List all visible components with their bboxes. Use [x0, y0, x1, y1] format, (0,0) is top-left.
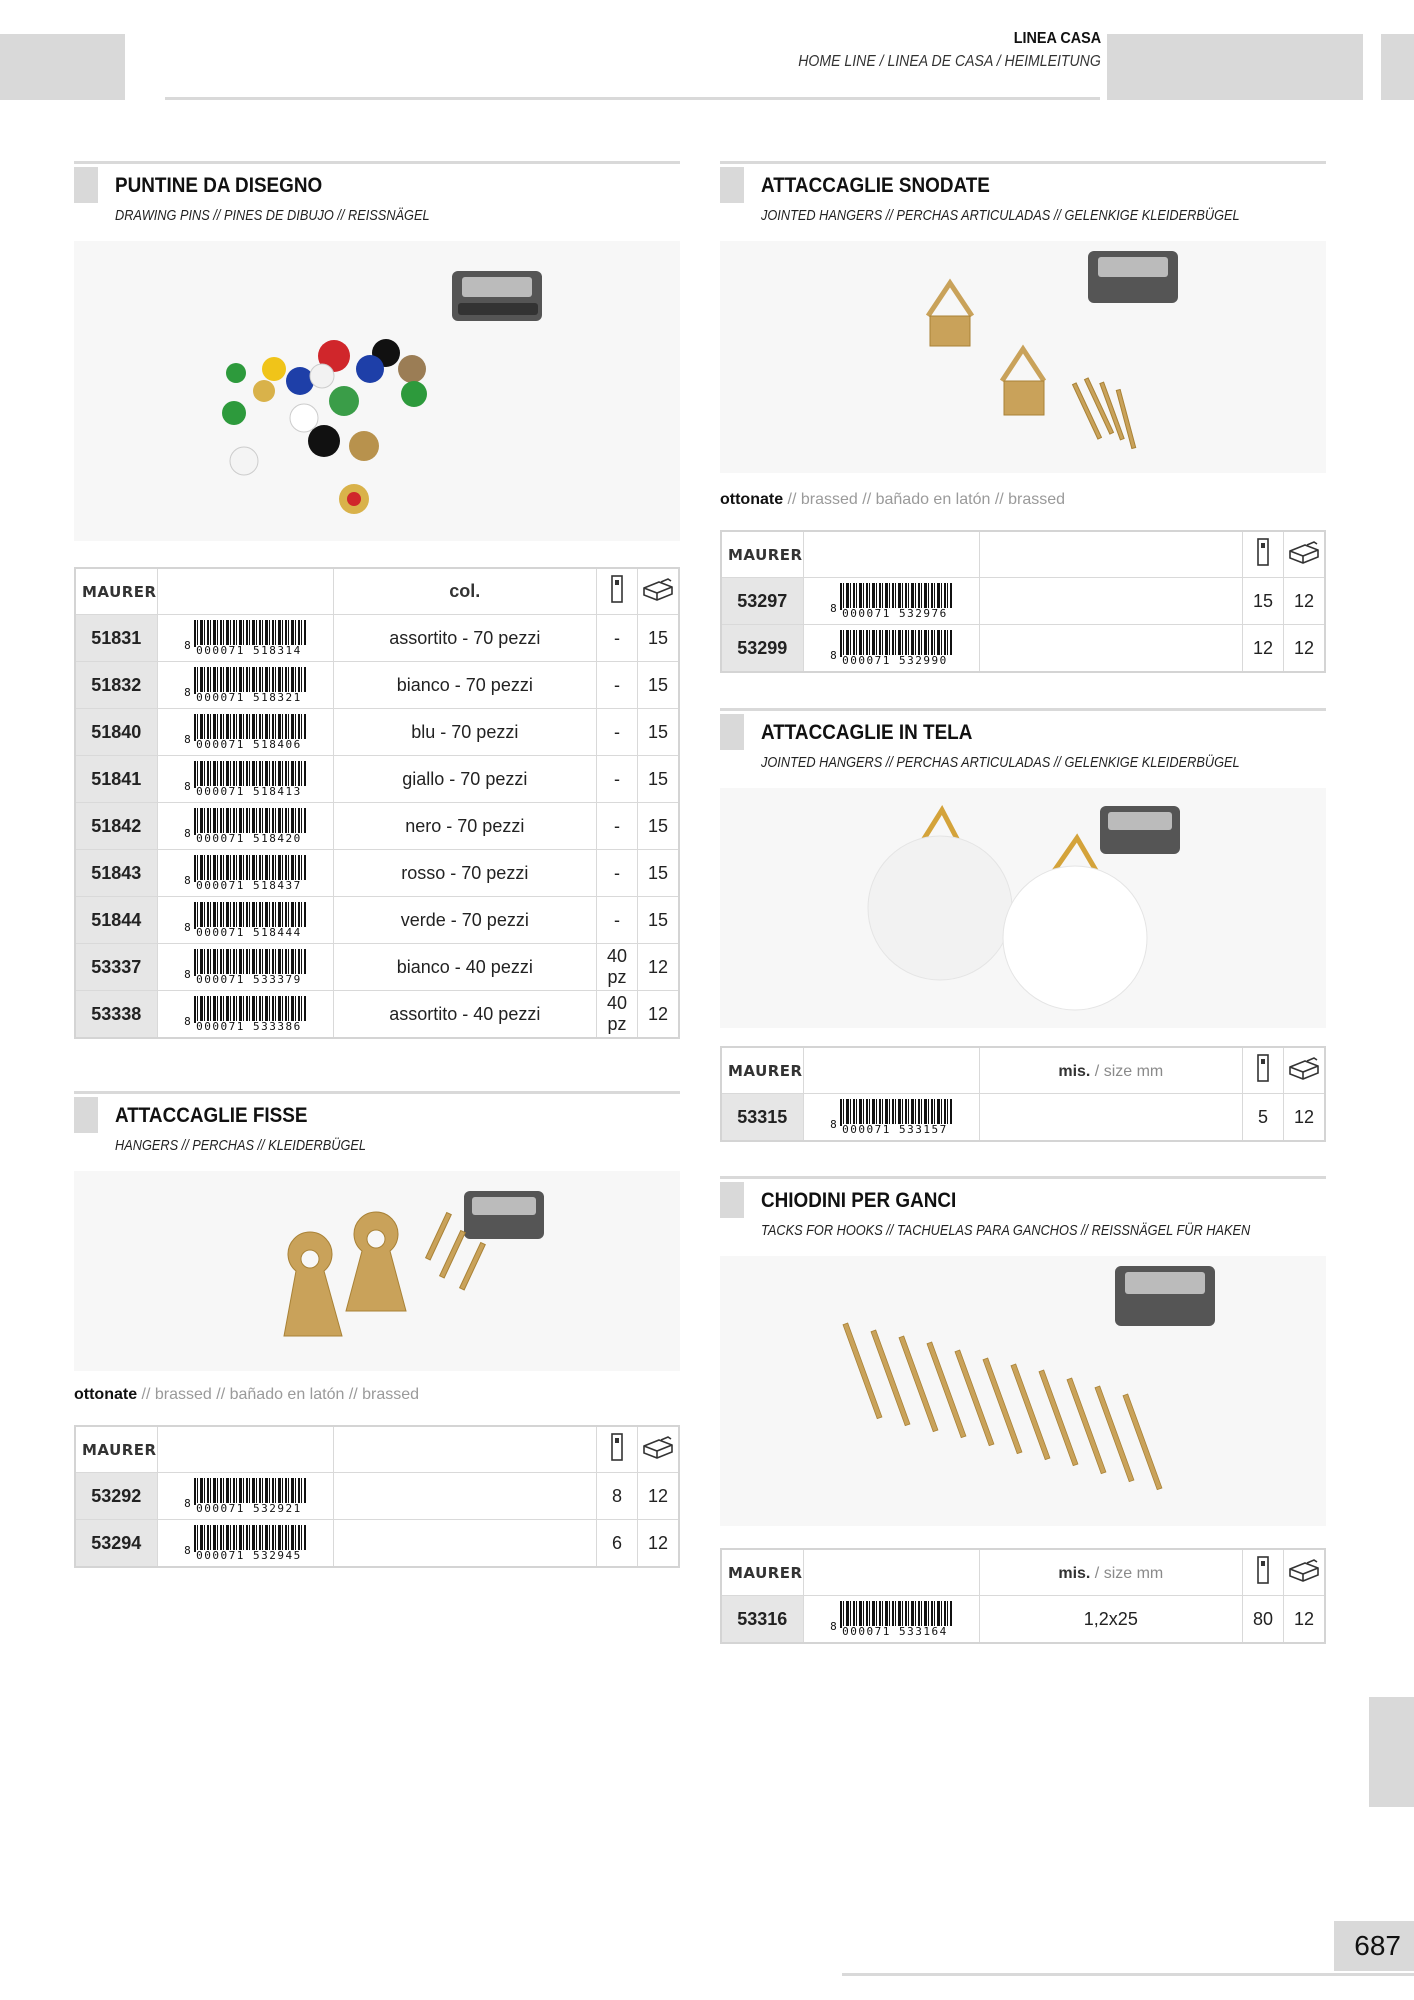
box-qty: 15: [638, 709, 680, 756]
box-icon: [638, 568, 680, 615]
barcode: [184, 1477, 306, 1515]
inner-pack-qty: -: [597, 709, 638, 756]
barcode-bars: [194, 667, 306, 694]
barcode-first-digit: 8: [184, 921, 191, 934]
section-title: ATTACCAGLIE SNODATE: [761, 174, 990, 197]
product-description: giallo - 70 pezzi: [333, 756, 596, 803]
barcode: [184, 619, 306, 657]
table-row: [75, 1520, 679, 1568]
barcode-header: [803, 1549, 979, 1596]
finish-note: [74, 1386, 419, 1404]
barcode: [184, 948, 306, 986]
product-description: [979, 1094, 1242, 1142]
product-table-drawing-pins: [74, 567, 680, 1039]
section-divider: [74, 1091, 680, 1094]
barcode-bars: [194, 855, 306, 882]
barcode-bars: [840, 583, 952, 610]
barcode-bars: [194, 808, 306, 835]
barcode-bars: [194, 714, 306, 741]
brand-logo: [75, 568, 157, 615]
box-qty: 12: [1284, 625, 1326, 673]
barcode-cell: [157, 615, 333, 662]
barcode-first-digit: 8: [184, 639, 191, 652]
finish-translations: // brassed // bañado en latón // brassed: [783, 491, 1066, 508]
barcode-bars: [194, 1478, 306, 1505]
barcode-cell: [157, 850, 333, 897]
barcode: [184, 995, 306, 1033]
inner-pack-qty: 40 pz: [597, 944, 638, 991]
table-header-row: [75, 1426, 679, 1473]
inner-pack-qty: -: [597, 850, 638, 897]
barcode-digits: 000071 532976: [842, 608, 952, 620]
table-header-row: [721, 1047, 1325, 1094]
barcode-cell: [157, 803, 333, 850]
barcode-digits: 000071 518314: [196, 645, 306, 657]
header-left-block: [0, 34, 125, 100]
section-marker: [720, 167, 744, 203]
color-header-label: col.: [449, 581, 481, 601]
barcode-header: [803, 1047, 979, 1094]
barcode-header: [803, 531, 979, 578]
barcode-cell: [157, 944, 333, 991]
product-photo-cloth-hangers: [720, 788, 1326, 1028]
blank-header: [979, 531, 1242, 578]
header-divider: [165, 97, 1100, 100]
barcode-bars: [840, 1601, 952, 1628]
barcode-cell: [803, 1596, 979, 1644]
inner-pack-qty: -: [597, 897, 638, 944]
product-table-tacks: [720, 1548, 1326, 1644]
barcode-cell: [803, 1094, 979, 1142]
section-title: PUNTINE DA DISEGNO: [115, 174, 323, 197]
barcode-cell: [157, 897, 333, 944]
section-title: CHIODINI PER GANCI: [761, 1189, 957, 1212]
barcode-digits: 000071 532921: [196, 1503, 306, 1515]
barcode-header: [157, 1426, 333, 1473]
table-row: [75, 944, 679, 991]
box-icon: [1284, 531, 1326, 578]
table-row: [75, 662, 679, 709]
inner-pack-qty: 80: [1243, 1596, 1284, 1644]
box-qty: 15: [638, 756, 680, 803]
barcode-bars: [840, 630, 952, 657]
table-row: [75, 991, 679, 1039]
box-qty: 12: [1284, 1596, 1326, 1644]
header-edge-block: [1381, 34, 1414, 100]
barcode-digits: 000071 533379: [196, 974, 306, 986]
table-header-row: [75, 568, 679, 615]
table-row: [721, 1094, 1325, 1142]
barcode-cell: [157, 662, 333, 709]
section-tacks: [720, 1176, 1326, 1656]
box-qty: 12: [638, 944, 680, 991]
box-icon: [638, 1426, 680, 1473]
product-code: 53316: [721, 1596, 803, 1644]
section-subtitle: DRAWING PINS // PINES DE DIBUJO // REISSNÄGEL: [115, 208, 430, 224]
section-cloth-hangers: [720, 708, 1326, 1148]
barcode-bars: [194, 996, 306, 1023]
inner-pack-qty: -: [597, 803, 638, 850]
barcode: [184, 1524, 306, 1562]
table-row: [75, 897, 679, 944]
barcode-digits: 000071 518444: [196, 927, 306, 939]
box-qty: 15: [638, 615, 680, 662]
section-fixed-hangers: [74, 1091, 680, 1571]
section-marker: [720, 714, 744, 750]
inner-pack-qty: 8: [597, 1473, 638, 1520]
product-code: 51840: [75, 709, 157, 756]
barcode-cell: [803, 578, 979, 625]
table-row: [75, 850, 679, 897]
brand-logo: [75, 1426, 157, 1473]
box-qty: 12: [1284, 1094, 1326, 1142]
brand-name: MAURER: [82, 583, 157, 601]
inner-pack-icon: [1243, 1549, 1284, 1596]
barcode-digits: 000071 533386: [196, 1021, 306, 1033]
table-row: [75, 1473, 679, 1520]
barcode-first-digit: 8: [184, 827, 191, 840]
product-description: [979, 625, 1242, 673]
product-code: 51841: [75, 756, 157, 803]
brand-name: MAURER: [728, 1564, 803, 1582]
product-code: 53297: [721, 578, 803, 625]
barcode: [184, 713, 306, 751]
size-header: [979, 1047, 1242, 1094]
section-divider: [720, 708, 1326, 711]
barcode-cell: [157, 1520, 333, 1568]
product-description: 1,2x25: [979, 1596, 1242, 1644]
product-description: assortito - 70 pezzi: [333, 615, 596, 662]
product-code: 53337: [75, 944, 157, 991]
brand-name: MAURER: [728, 546, 803, 564]
barcode-cell: [157, 709, 333, 756]
product-description: bianco - 70 pezzi: [333, 662, 596, 709]
barcode-first-digit: 8: [830, 1118, 837, 1131]
box-icon: [1284, 1047, 1326, 1094]
finish-main: ottonate: [720, 491, 784, 508]
brand-logo: [721, 1549, 803, 1596]
inner-pack-qty: -: [597, 756, 638, 803]
product-photo-drawing-pins: [74, 241, 680, 541]
barcode: [830, 1098, 952, 1136]
product-description: assortito - 40 pezzi: [333, 991, 596, 1039]
product-description: [333, 1473, 596, 1520]
table-header-row: [721, 1549, 1325, 1596]
barcode-digits: 000071 533157: [842, 1124, 952, 1136]
barcode-bars: [194, 902, 306, 929]
barcode-bars: [194, 1525, 306, 1552]
finish-note: [720, 491, 1065, 509]
table-row: [75, 756, 679, 803]
barcode-digits: 000071 518406: [196, 739, 306, 751]
size-header-translation: / size mm: [1090, 1063, 1164, 1080]
box-icon: [1284, 1549, 1326, 1596]
product-photo-fixed-hangers: [74, 1171, 680, 1371]
product-description: verde - 70 pezzi: [333, 897, 596, 944]
product-table-jointed-hangers: [720, 530, 1326, 673]
section-subtitle: HANGERS // PERCHAS // KLEIDERBÜGEL: [115, 1138, 367, 1154]
table-header-row: [721, 531, 1325, 578]
inner-pack-icon: [1243, 531, 1284, 578]
barcode-cell: [157, 1473, 333, 1520]
barcode-cell: [803, 625, 979, 673]
side-index-tab: [1369, 1697, 1414, 1807]
table-row: [75, 803, 679, 850]
product-code: 51844: [75, 897, 157, 944]
section-marker: [720, 1182, 744, 1218]
inner-pack-icon: [597, 1426, 638, 1473]
box-qty: 12: [638, 1520, 680, 1568]
inner-pack-qty: 15: [1243, 578, 1284, 625]
barcode-first-digit: 8: [184, 1015, 191, 1028]
product-table-cloth-hangers: [720, 1046, 1326, 1142]
brand-logo: [721, 531, 803, 578]
brand-name: MAURER: [82, 1441, 157, 1459]
product-photo-tacks: [720, 1256, 1326, 1526]
size-header-translation: / size mm: [1090, 1565, 1164, 1582]
box-qty: 15: [638, 803, 680, 850]
section-title: ATTACCAGLIE IN TELA: [761, 721, 973, 744]
barcode-first-digit: 8: [184, 968, 191, 981]
footer-divider: [842, 1973, 1414, 1976]
section-subtitle: JOINTED HANGERS // PERCHAS ARTICULADAS // GELENKIGE KLEIDERBÜGEL: [761, 208, 1240, 224]
section-divider: [720, 1176, 1326, 1179]
blank-header: [333, 1426, 596, 1473]
barcode-digits: 000071 518420: [196, 833, 306, 845]
finish-main: ottonate: [74, 1386, 138, 1403]
barcode-cell: [157, 756, 333, 803]
box-qty: 15: [638, 662, 680, 709]
table-row: [75, 615, 679, 662]
section-subtitle: JOINTED HANGERS // PERCHAS ARTICULADAS // GELENKIGE KLEIDERBÜGEL: [761, 755, 1240, 771]
barcode: [184, 807, 306, 845]
box-qty: 15: [638, 897, 680, 944]
product-description: [333, 1520, 596, 1568]
brand-name: MAURER: [728, 1062, 803, 1080]
barcode-first-digit: 8: [184, 733, 191, 746]
barcode: [184, 854, 306, 892]
barcode-first-digit: 8: [830, 602, 837, 615]
product-description: blu - 70 pezzi: [333, 709, 596, 756]
barcode-bars: [840, 1099, 952, 1126]
product-code: 53315: [721, 1094, 803, 1142]
product-code: 51842: [75, 803, 157, 850]
barcode-first-digit: 8: [830, 1620, 837, 1633]
barcode: [184, 666, 306, 704]
product-code: 51832: [75, 662, 157, 709]
barcode-digits: 000071 518321: [196, 692, 306, 704]
product-code: 53294: [75, 1520, 157, 1568]
barcode-digits: 000071 518437: [196, 880, 306, 892]
color-header: [333, 568, 596, 615]
product-code: 53299: [721, 625, 803, 673]
inner-pack-qty: 6: [597, 1520, 638, 1568]
table-row: [721, 578, 1325, 625]
section-title: ATTACCAGLIE FISSE: [115, 1104, 308, 1127]
barcode-digits: 000071 532990: [842, 655, 952, 667]
inner-pack-qty: 5: [1243, 1094, 1284, 1142]
barcode: [184, 901, 306, 939]
box-qty: 15: [638, 850, 680, 897]
product-description: rosso - 70 pezzi: [333, 850, 596, 897]
barcode-digits: 000071 518413: [196, 786, 306, 798]
section-divider: [74, 161, 680, 164]
size-header-main: mis.: [1058, 1565, 1091, 1582]
size-header-main: mis.: [1058, 1063, 1091, 1080]
inner-pack-icon: [597, 568, 638, 615]
box-qty: 12: [1284, 578, 1326, 625]
barcode-bars: [194, 761, 306, 788]
barcode-first-digit: 8: [184, 780, 191, 793]
table-row: [721, 625, 1325, 673]
barcode-first-digit: 8: [184, 1544, 191, 1557]
section-divider: [720, 161, 1326, 164]
section-marker: [74, 1097, 98, 1133]
barcode-first-digit: 8: [184, 1497, 191, 1510]
product-description: [979, 578, 1242, 625]
product-code: 53338: [75, 991, 157, 1039]
barcode-cell: [157, 991, 333, 1039]
section-marker: [74, 167, 98, 203]
table-row: [721, 1596, 1325, 1644]
product-description: bianco - 40 pezzi: [333, 944, 596, 991]
barcode-header: [157, 568, 333, 615]
barcode-first-digit: 8: [184, 686, 191, 699]
product-code: 51843: [75, 850, 157, 897]
product-description: nero - 70 pezzi: [333, 803, 596, 850]
barcode: [830, 629, 952, 667]
barcode-digits: 000071 533164: [842, 1626, 952, 1638]
barcode-first-digit: 8: [184, 874, 191, 887]
product-photo-jointed-hangers: [720, 241, 1326, 473]
section-jointed-hangers: [720, 161, 1326, 681]
barcode-bars: [194, 620, 306, 647]
product-code: 53292: [75, 1473, 157, 1520]
page-number: 687: [1354, 1930, 1401, 1961]
barcode: [830, 1600, 952, 1638]
brand-logo: [721, 1047, 803, 1094]
catalog-title: LINEA CASA: [1013, 30, 1101, 47]
catalog-subtitle: HOME LINE / LINEA DE CASA / HEIMLEITUNG: [798, 53, 1101, 70]
header-right-block: [1107, 34, 1363, 100]
inner-pack-qty: -: [597, 662, 638, 709]
table-row: [75, 709, 679, 756]
barcode-bars: [194, 949, 306, 976]
section-subtitle: TACKS FOR HOOKS // TACHUELAS PARA GANCHOS // REISSNÄGEL FÜR HAKEN: [761, 1223, 1251, 1239]
inner-pack-icon: [1243, 1047, 1284, 1094]
barcode: [184, 760, 306, 798]
inner-pack-qty: -: [597, 615, 638, 662]
product-table-fixed-hangers: [74, 1425, 680, 1568]
inner-pack-qty: 40 pz: [597, 991, 638, 1039]
box-qty: 12: [638, 991, 680, 1039]
section-drawing-pins: [74, 161, 680, 1061]
barcode-first-digit: 8: [830, 649, 837, 662]
inner-pack-qty: 12: [1243, 625, 1284, 673]
barcode-digits: 000071 532945: [196, 1550, 306, 1562]
box-qty: 12: [638, 1473, 680, 1520]
size-header: [979, 1549, 1242, 1596]
barcode: [830, 582, 952, 620]
product-code: 51831: [75, 615, 157, 662]
finish-translations: // brassed // bañado en latón // brassed: [137, 1386, 420, 1403]
